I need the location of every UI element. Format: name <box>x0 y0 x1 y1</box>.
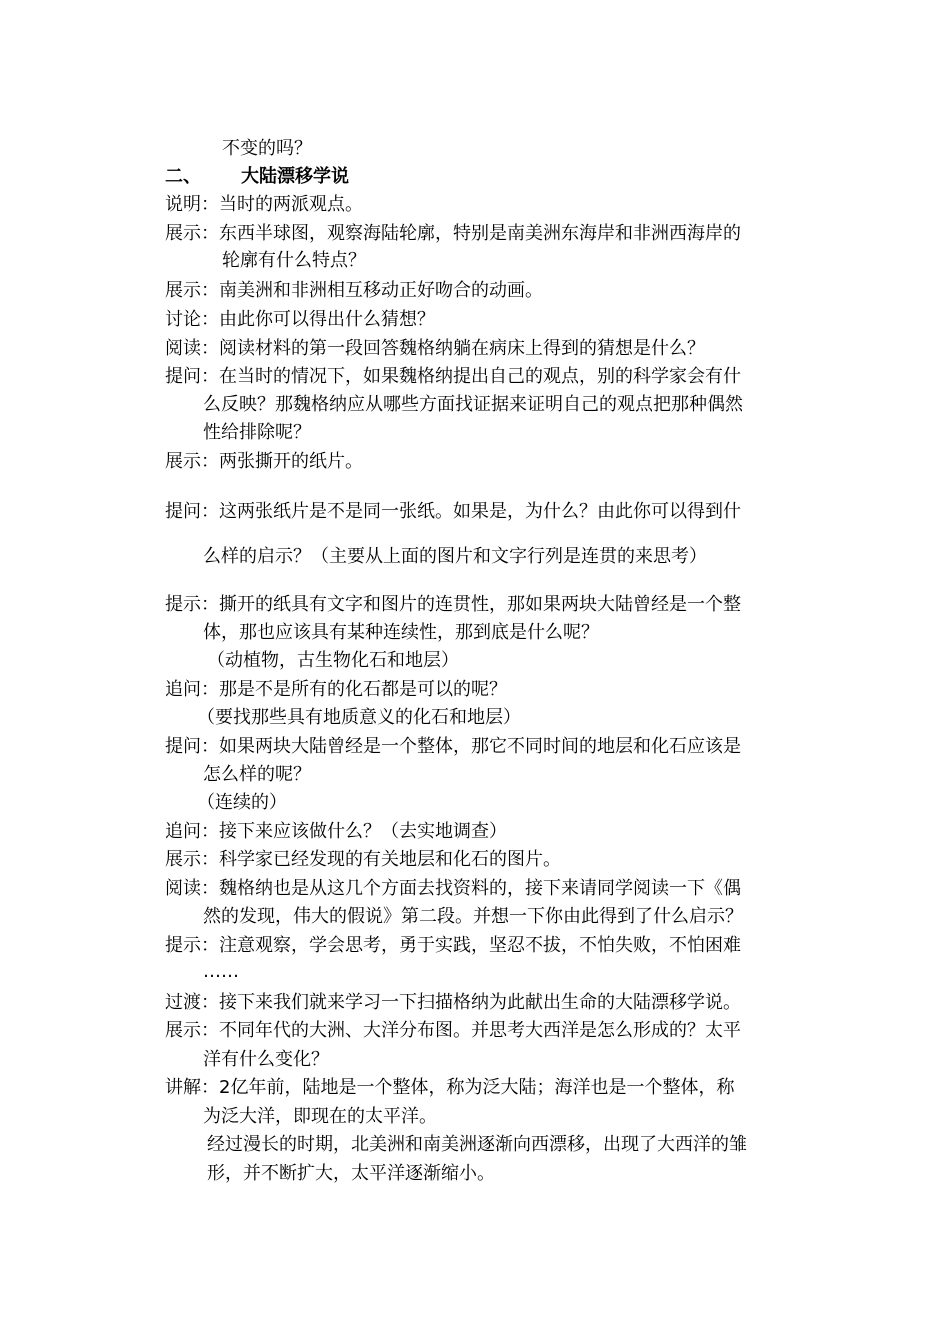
text-line: 提示：注意观察，学会思考，勇于实践，坚忍不拔，不怕失败，不怕困难 <box>165 935 741 956</box>
text-line: 然的发现，伟大的假说》第二段。并想一下你由此得到了什么启示？ <box>203 906 743 927</box>
section-title: 大陆漂移学说 <box>241 166 349 187</box>
text-line: （动植物，古生物化石和地层） <box>207 650 459 671</box>
text-line: 追问：接下来应该做什么？（去实地调查） <box>165 821 507 842</box>
text-line: …… <box>203 961 239 982</box>
text-line: 展示：科学家已经发现的有关地层和化石的图片。 <box>165 849 561 870</box>
text-line: 阅读：阅读材料的第一段回答魏格纳躺在病床上得到的猜想是什么？ <box>165 338 705 359</box>
text-line: 过渡：接下来我们就来学习一下扫描格纳为此献出生命的大陆漂移学说。 <box>165 992 741 1013</box>
text-line: 提问：如果两块大陆曾经是一个整体，那它不同时间的地层和化石应该是 <box>165 736 741 757</box>
text-line: 么样的启示？（主要从上面的图片和文字行列是连贯的来思考） <box>203 546 707 567</box>
text-line: 形，并不断扩大，太平洋逐渐缩小。 <box>207 1163 495 1184</box>
text-line: 提问：这两张纸片是不是同一张纸。如果是，为什么？由此你可以得到什 <box>165 501 741 522</box>
text-line: 说明：当时的两派观点。 <box>165 194 363 215</box>
text-line: 么反映？那魏格纳应从哪些方面找证据来证明自己的观点把那种偶然 <box>203 394 743 415</box>
text-line: 不变的吗？ <box>222 138 312 159</box>
section-number: 二、 <box>165 166 201 187</box>
text-line: 展示：东西半球图，观察海陆轮廓，特别是南美洲东海岸和非洲西海岸的 <box>165 223 741 244</box>
text-line: 展示：南美洲和非洲相互移动正好吻合的动画。 <box>165 280 543 301</box>
text-line: 轮廓有什么特点？ <box>222 250 366 271</box>
text-line: （连续的） <box>197 792 287 813</box>
text-line: 阅读：魏格纳也是从这几个方面去找资料的，接下来请同学阅读一下《偶 <box>165 878 741 899</box>
text-line: 洋有什么变化？ <box>203 1049 329 1070</box>
text-line: 经过漫长的时期，北美洲和南美洲逐渐向西漂移，出现了大西洋的雏 <box>207 1134 747 1155</box>
text-line: 体，那也应该具有某种连续性，那到底是什么呢？ <box>203 622 599 643</box>
text-line: 为泛大洋，即现在的太平洋。 <box>203 1106 437 1127</box>
text-line: 展示：两张撕开的纸片。 <box>165 451 363 472</box>
text-line: 讨论：由此你可以得出什么猜想？ <box>165 309 435 330</box>
text-line: 展示：不同年代的大洲、大洋分布图。并思考大西洋是怎么形成的？太平 <box>165 1020 741 1041</box>
text-line: 提示：撕开的纸具有文字和图片的连贯性，那如果两块大陆曾经是一个整 <box>165 594 741 615</box>
text-line: 追问：那是不是所有的化石都是可以的呢？ <box>165 679 507 700</box>
text-line: （要找那些具有地质意义的化石和地层） <box>197 707 521 728</box>
text-line: 讲解：2亿年前，陆地是一个整体，称为泛大陆；海洋也是一个整体，称 <box>165 1077 735 1098</box>
text-line: 性给排除呢？ <box>203 422 311 443</box>
text-line: 怎么样的呢？ <box>203 764 311 785</box>
text-line: 提问：在当时的情况下，如果魏格纳提出自己的观点，别的科学家会有什 <box>165 366 741 387</box>
